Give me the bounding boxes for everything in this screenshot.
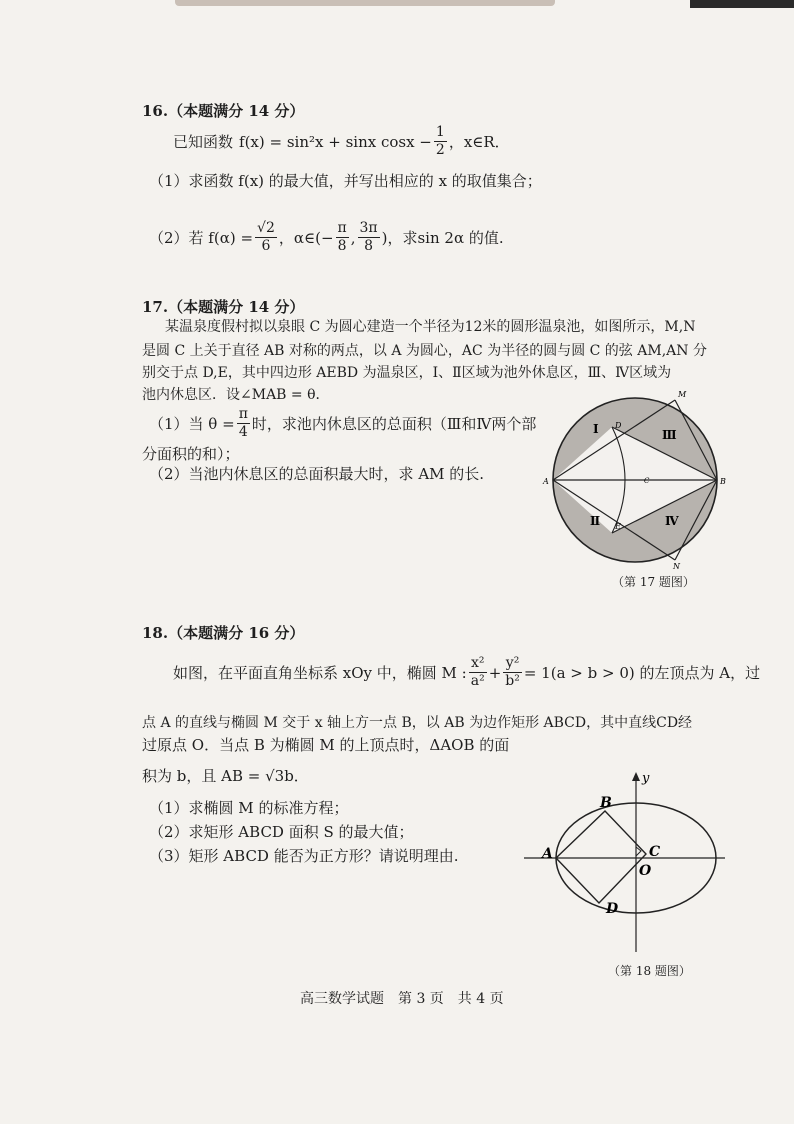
q17-header: 17.（本题满分 14 分） <box>142 298 305 316</box>
q18-y-arrow <box>632 772 640 781</box>
q16-header: 16.（本题满分 14 分） <box>142 102 305 120</box>
q18-label-d: D <box>606 901 619 917</box>
q17-label-n: N <box>673 562 680 570</box>
q18-y-fraction <box>503 655 522 690</box>
q17-label-m: M <box>678 390 687 399</box>
q18-figure-caption: （第 18 题图） <box>608 964 691 978</box>
q16-part2-den3: 8 <box>364 238 374 254</box>
q17-part1-den: 4 <box>238 424 248 440</box>
q16-part2-prefix: （2）若 f(α) = <box>149 228 254 247</box>
q16-part2-suffix: )，求sin 2α 的值. <box>381 228 504 247</box>
q18-label-b: B <box>600 795 612 811</box>
q17-part1-prefix: （1）当 θ = <box>149 414 235 433</box>
q17-label-b: B <box>720 477 726 486</box>
q18-line-2: 点 A 的直线与椭圆 M 交于 x 轴上方一点 B，以 AB 为边作矩形 ABCD，其中直线CD经 <box>142 715 693 731</box>
q17-region-1: Ⅰ <box>593 422 599 436</box>
q16-func-expr: f(x) = sin²x + sinx cosx − <box>239 132 432 151</box>
q17-part1-line2: 分面积的和）； <box>142 445 240 463</box>
q18-a2: a² <box>470 673 485 689</box>
q16-part2-fraction <box>255 220 277 255</box>
q16-intro: 已知函数 <box>173 132 234 151</box>
q18-b2: b² <box>505 673 520 689</box>
q16-part2-fraction2 <box>336 220 349 255</box>
q18-line-3: 过原点 O．当点 B 为椭圆 M 的上顶点时，ΔAOB 的面 <box>142 736 510 754</box>
q16-part2-den2: 8 <box>337 238 347 254</box>
q17-label-a: A <box>543 477 549 486</box>
q18-header: 18.（本题满分 16 分） <box>142 624 305 642</box>
q18-x2: x² <box>469 655 487 673</box>
q18-y2: y² <box>503 655 522 673</box>
q16-part2-mid: ，α∈(− <box>278 228 334 247</box>
q17-part1-line <box>149 406 536 441</box>
page-footer: 高三数学试题 第 3 页 共 4 页 <box>300 991 504 1007</box>
top-edge-mark <box>175 0 555 6</box>
q16-function-line <box>173 124 510 159</box>
q18-line1-suffix: = 1(a > b > 0) 的左顶点为 A，过 <box>523 663 761 682</box>
q17-figure-caption: （第 17 题图） <box>612 575 695 589</box>
q16-part2-line <box>149 220 504 255</box>
q18-line1-prefix: 如图，在平面直角坐标系 xOy 中，椭圆 M : <box>173 663 467 682</box>
q16-half-den: 2 <box>435 142 445 158</box>
q17-label-e: E <box>615 522 621 531</box>
q17-part1-suffix: 时，求池内休息区的总面积（Ⅲ和Ⅳ两个部 <box>251 414 537 433</box>
q18-plus: + <box>488 663 502 682</box>
q17-part1-num: π <box>238 406 248 422</box>
q17-part1-fraction <box>237 406 250 441</box>
q18-part1: （1）求椭圆 M 的标准方程； <box>149 799 349 817</box>
q18-part2: （2）求矩形 ABCD 面积 S 的最大值； <box>149 823 414 841</box>
q18-x-fraction <box>469 655 487 690</box>
q18-figure <box>520 770 730 960</box>
q17-region-3: Ⅲ <box>662 428 677 442</box>
q18-label-c: C <box>649 844 661 860</box>
q18-part3: （3）矩形 ABCD 能否为正方形？请说明理由. <box>149 847 459 865</box>
q16-part2-den: 6 <box>261 238 271 254</box>
q18-label-a: A <box>542 846 553 862</box>
q18-label-o: O <box>639 863 652 879</box>
q16-part2-comma: , <box>350 228 356 247</box>
q17-region-2: Ⅱ <box>590 514 601 528</box>
q17-line-1: 某温泉度假村拟以泉眼 C 为圆心建造一个半径为12米的圆形温泉池，如图所示，M,N <box>165 319 696 335</box>
q16-part1: （1）求函数 f(x) 的最大值，并写出相应的 x 的取值集合； <box>149 172 542 190</box>
q17-figure <box>540 385 730 570</box>
q16-part2-fraction3 <box>358 220 380 255</box>
q16-half-num: 1 <box>435 124 445 140</box>
q17-line-3: 别交于点 D,E，其中四边形 AEBD 为温泉区，Ⅰ、Ⅱ区域为池外休息区，Ⅲ、Ⅳ区域为 <box>142 365 672 381</box>
q16-domain: ，x∈R． <box>448 132 510 151</box>
q18-line-1 <box>173 655 760 690</box>
q16-part2-num: √2 <box>257 220 275 236</box>
q17-line-2: 是圆 C 上关于直径 AB 对称的两点，以 A 为圆心，AC 为半径的圆与圆 C 的弦 AM,AN 分 <box>142 343 707 359</box>
q16-part2-num3: 3π <box>359 220 378 236</box>
corner-mark <box>690 0 794 8</box>
q17-line-4: 池内休息区．设∠MAB = θ． <box>142 387 330 403</box>
q17-label-c: C <box>644 477 650 485</box>
q18-line-4: 积为 b，且 AB = √3b． <box>142 767 309 785</box>
q18-label-y: y <box>642 771 650 786</box>
q16-half-fraction <box>434 124 447 159</box>
q17-label-d: D <box>615 421 622 430</box>
q16-part2-num2: π <box>337 220 347 236</box>
q17-part2: （2）当池内休息区的总面积最大时，求 AM 的长. <box>149 465 485 483</box>
q17-region-4: Ⅳ <box>665 514 679 528</box>
